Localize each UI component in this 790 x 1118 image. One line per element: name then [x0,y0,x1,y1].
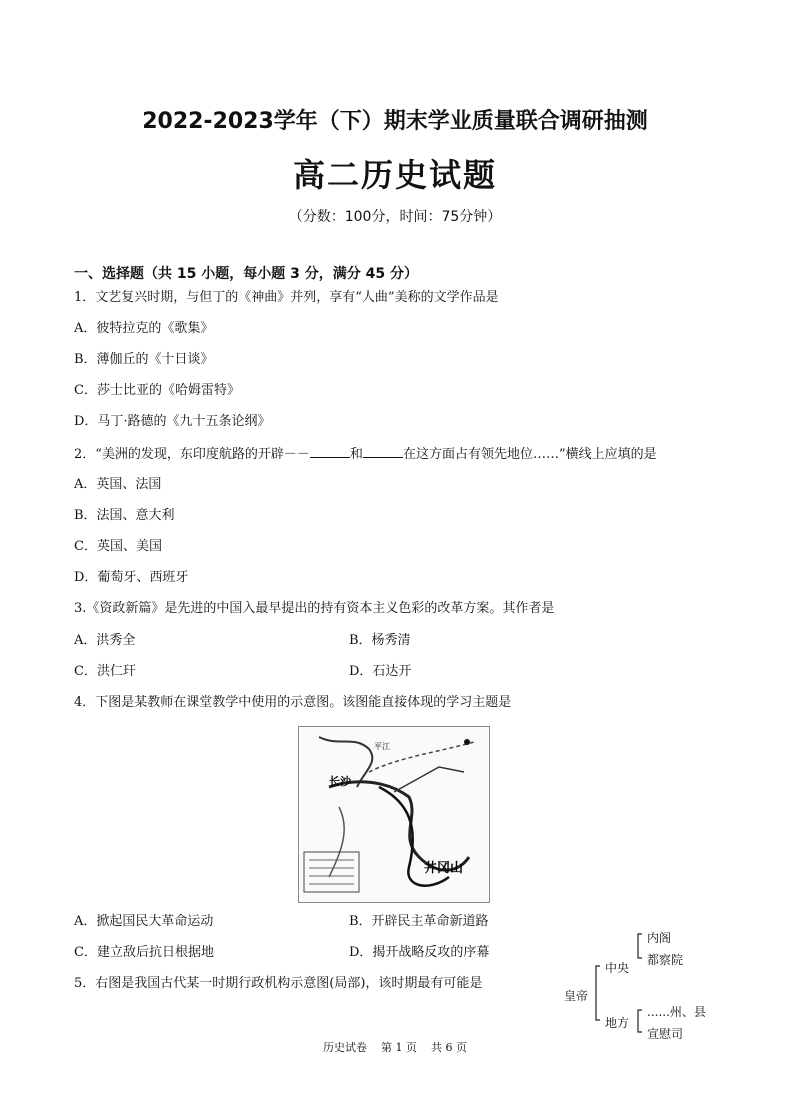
question-2-stem-part3: 在这方面占有领先地位……”横线上应填的是 [402,447,657,462]
question-4-stem: 4．下图是某教师在课堂教学中使用的示意图。该图能直接体现的学习主题是 [74,695,512,710]
admin-structure-diagram [560,928,720,1043]
question-3-stem: 3.《资政新篇》是先进的中国入最早提出的持有资本主义色彩的改革方案。其作者是 [74,601,555,616]
diagram-central: 中央 [605,961,630,975]
question-2-stem [74,445,657,463]
question-2-option-a: A．英国、法国 [74,477,162,492]
footer-page-number: 1 [395,1041,403,1054]
question-4-option-b: B．开辟民主革命新道路 [349,914,489,929]
map-label-jinggangshan: 井冈山 [424,861,464,876]
footer-total-post: 页 [456,1041,467,1054]
question-1-option-b: B．薄伽丘的《十日谈》 [74,352,214,367]
diagram-central-item-duchayuan: 都察院 [647,953,684,967]
map-drawing [299,727,489,902]
footer-total-number: 6 [445,1041,453,1054]
question-2-stem-part1: 2．“美洲的发现，东印度航路的开辟－－ [74,447,310,462]
exam-title-line1: 2022-2023学年（下）期末学业质量联合调研抽测 [142,109,648,134]
diagram-local: 地方 [605,1016,630,1030]
question-2-option-b: B．法国、意大利 [74,508,175,523]
footer-total-pre: 共 [431,1041,442,1054]
question-3-option-a: A．洪秀全 [74,633,136,648]
question-1-option-c: C．莎士比亚的《哈姆雷特》 [74,383,240,398]
map-label-changsha: 长沙 [329,775,351,788]
question-4-option-c: C．建立敌后抗日根据地 [74,945,214,960]
bracket-lines [560,928,720,1043]
question-1-option-d: D．马丁·路德的《九十五条论纲》 [74,414,271,429]
footer-page-pre: 第 [381,1041,392,1054]
question-4-option-d: D．揭开战略反攻的序幕 [349,945,490,960]
exam-title-subject: 高二历史试题 [292,156,497,194]
question-3-option-c: C．洪仁玕 [74,664,136,679]
map-label-pingjiang: 平江 [374,742,390,751]
historical-route-map [298,726,490,903]
footer-page-mid: 页 [406,1041,417,1054]
question-1-stem: 1．文艺复兴时期，与但丁的《神曲》并列，享有“人曲”美称的文学作品是 [74,290,499,305]
section-heading: 一、选择题（共 15 小题，每小题 3 分，满分 45 分） [74,266,418,282]
answer-blank [310,445,350,458]
question-2-stem-part2: 和 [349,447,363,462]
exam-info: （分数：100分，时间：75分钟） [288,209,502,225]
diagram-local-item-xuanweisi: 宣慰司 [647,1027,684,1041]
diagram-root-emperor: 皇帝 [564,989,589,1003]
diagram-local-item-zhouxian: ......州、县 [647,1005,706,1019]
diagram-central-item-neige: 内阁 [647,931,672,945]
question-3-option-b: B．杨秀清 [349,633,411,648]
question-2-option-d: D．葡萄牙、西班牙 [74,570,189,585]
question-1-option-a: A．彼特拉克的《歌集》 [74,321,214,336]
question-3-option-d: D．石达开 [349,664,412,679]
footer-subject: 历史试卷 [323,1041,367,1054]
page-footer [0,1039,790,1055]
question-2-option-c: C．英国、美国 [74,539,162,554]
question-4-option-a: A．掀起国民大革命运动 [74,914,214,929]
question-5-stem: 5．右图是我国古代某一时期行政机构示意图(局部)，该时期最有可能是 [74,976,483,991]
answer-blank [363,445,403,458]
